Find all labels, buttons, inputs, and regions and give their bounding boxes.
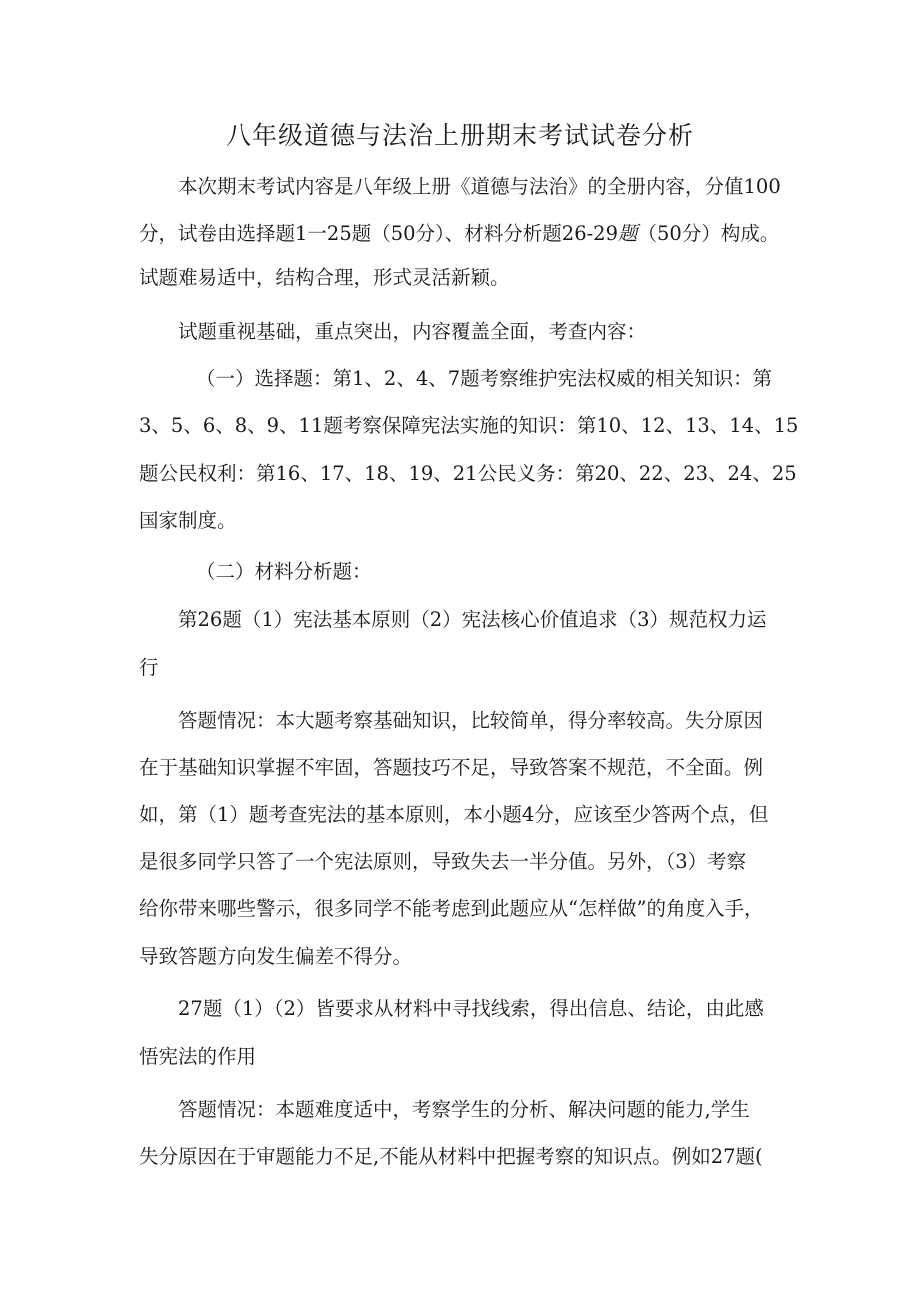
text-segment: 分，试卷由选择题1一25题（50分）、材料分析题26-29 [139, 222, 618, 245]
paragraph-intro-line-1: 本次期末考试内容是八年级上册《道德与法治》的全册内容，分值100 [178, 175, 781, 198]
section-choice-line-3: 题公民权利：第16、17、18、19、21公民义务：第20、22、23、24、25 [139, 462, 797, 485]
section-choice-line-2: 3、5、6、8、9、11题考察保障宪法实施的知识：第10、12、13、14、15 [139, 414, 799, 437]
paragraph-intro-line-3: 试题难易适中，结构合理，形式灵活新颖。 [139, 266, 510, 289]
text-segment-italic: 题 [618, 222, 638, 245]
section-choice-line-4: 国家制度。 [139, 509, 237, 532]
question-27-line-2: 悟宪法的作用 [139, 1045, 257, 1068]
answer-situation-26-line-5: 给你带来哪些警示，很多同学不能考虑到此题应从“怎样做”的角度入手， [139, 897, 764, 920]
question-27-line-1: 27题（1）（2）皆要求从材料中寻找线索，得出信息、结论，由此感 [178, 997, 764, 1020]
question-26-line-2: 行 [139, 656, 159, 679]
answer-situation-26-line-2: 在于基础知识掌握不牢固，答题技巧不足，导致答案不规范，不全面。例 [139, 756, 764, 779]
answer-situation-26-line-1: 答题情况：本大题考察基础知识，比较简单，得分率较高。失分原因 [178, 709, 764, 732]
document-title: 八年级道德与法治上册期末考试试卷分析 [225, 121, 694, 150]
text-segment: （50分）构成。 [637, 222, 780, 245]
answer-situation-26-line-3: 如，第（1）题考查宪法的基本原则，本小题4分，应该至少答两个点，但 [139, 803, 769, 826]
paragraph-content-heading: 试题重视基础，重点突出，内容覆盖全面，考查内容： [178, 320, 647, 343]
answer-situation-27-line-1: 答题情况：本题难度适中，考察学生的分析、解决问题的能力,学生 [178, 1098, 750, 1121]
paragraph-intro-line-2 [139, 218, 779, 250]
question-26-line-1: 第26题（1）宪法基本原则（2）宪法核心价值追求（3）规范权力运 [178, 608, 767, 631]
answer-situation-26-line-4: 是很多同学只答了一个宪法原则，导致失去一半分值。另外，（3）考察 [139, 850, 747, 873]
answer-situation-26-line-6: 导致答题方向发生偏差不得分。 [139, 945, 413, 968]
section-choice-line-1: （一）选择题：第1、2、4、7题考察维护宪法权威的相关知识：第 [196, 367, 773, 390]
answer-situation-27-line-2: 失分原因在于审题能力不足,不能从材料中把握考察的知识点。例如27题( [139, 1145, 763, 1168]
section-material-heading: （二）材料分析题： [196, 560, 372, 583]
